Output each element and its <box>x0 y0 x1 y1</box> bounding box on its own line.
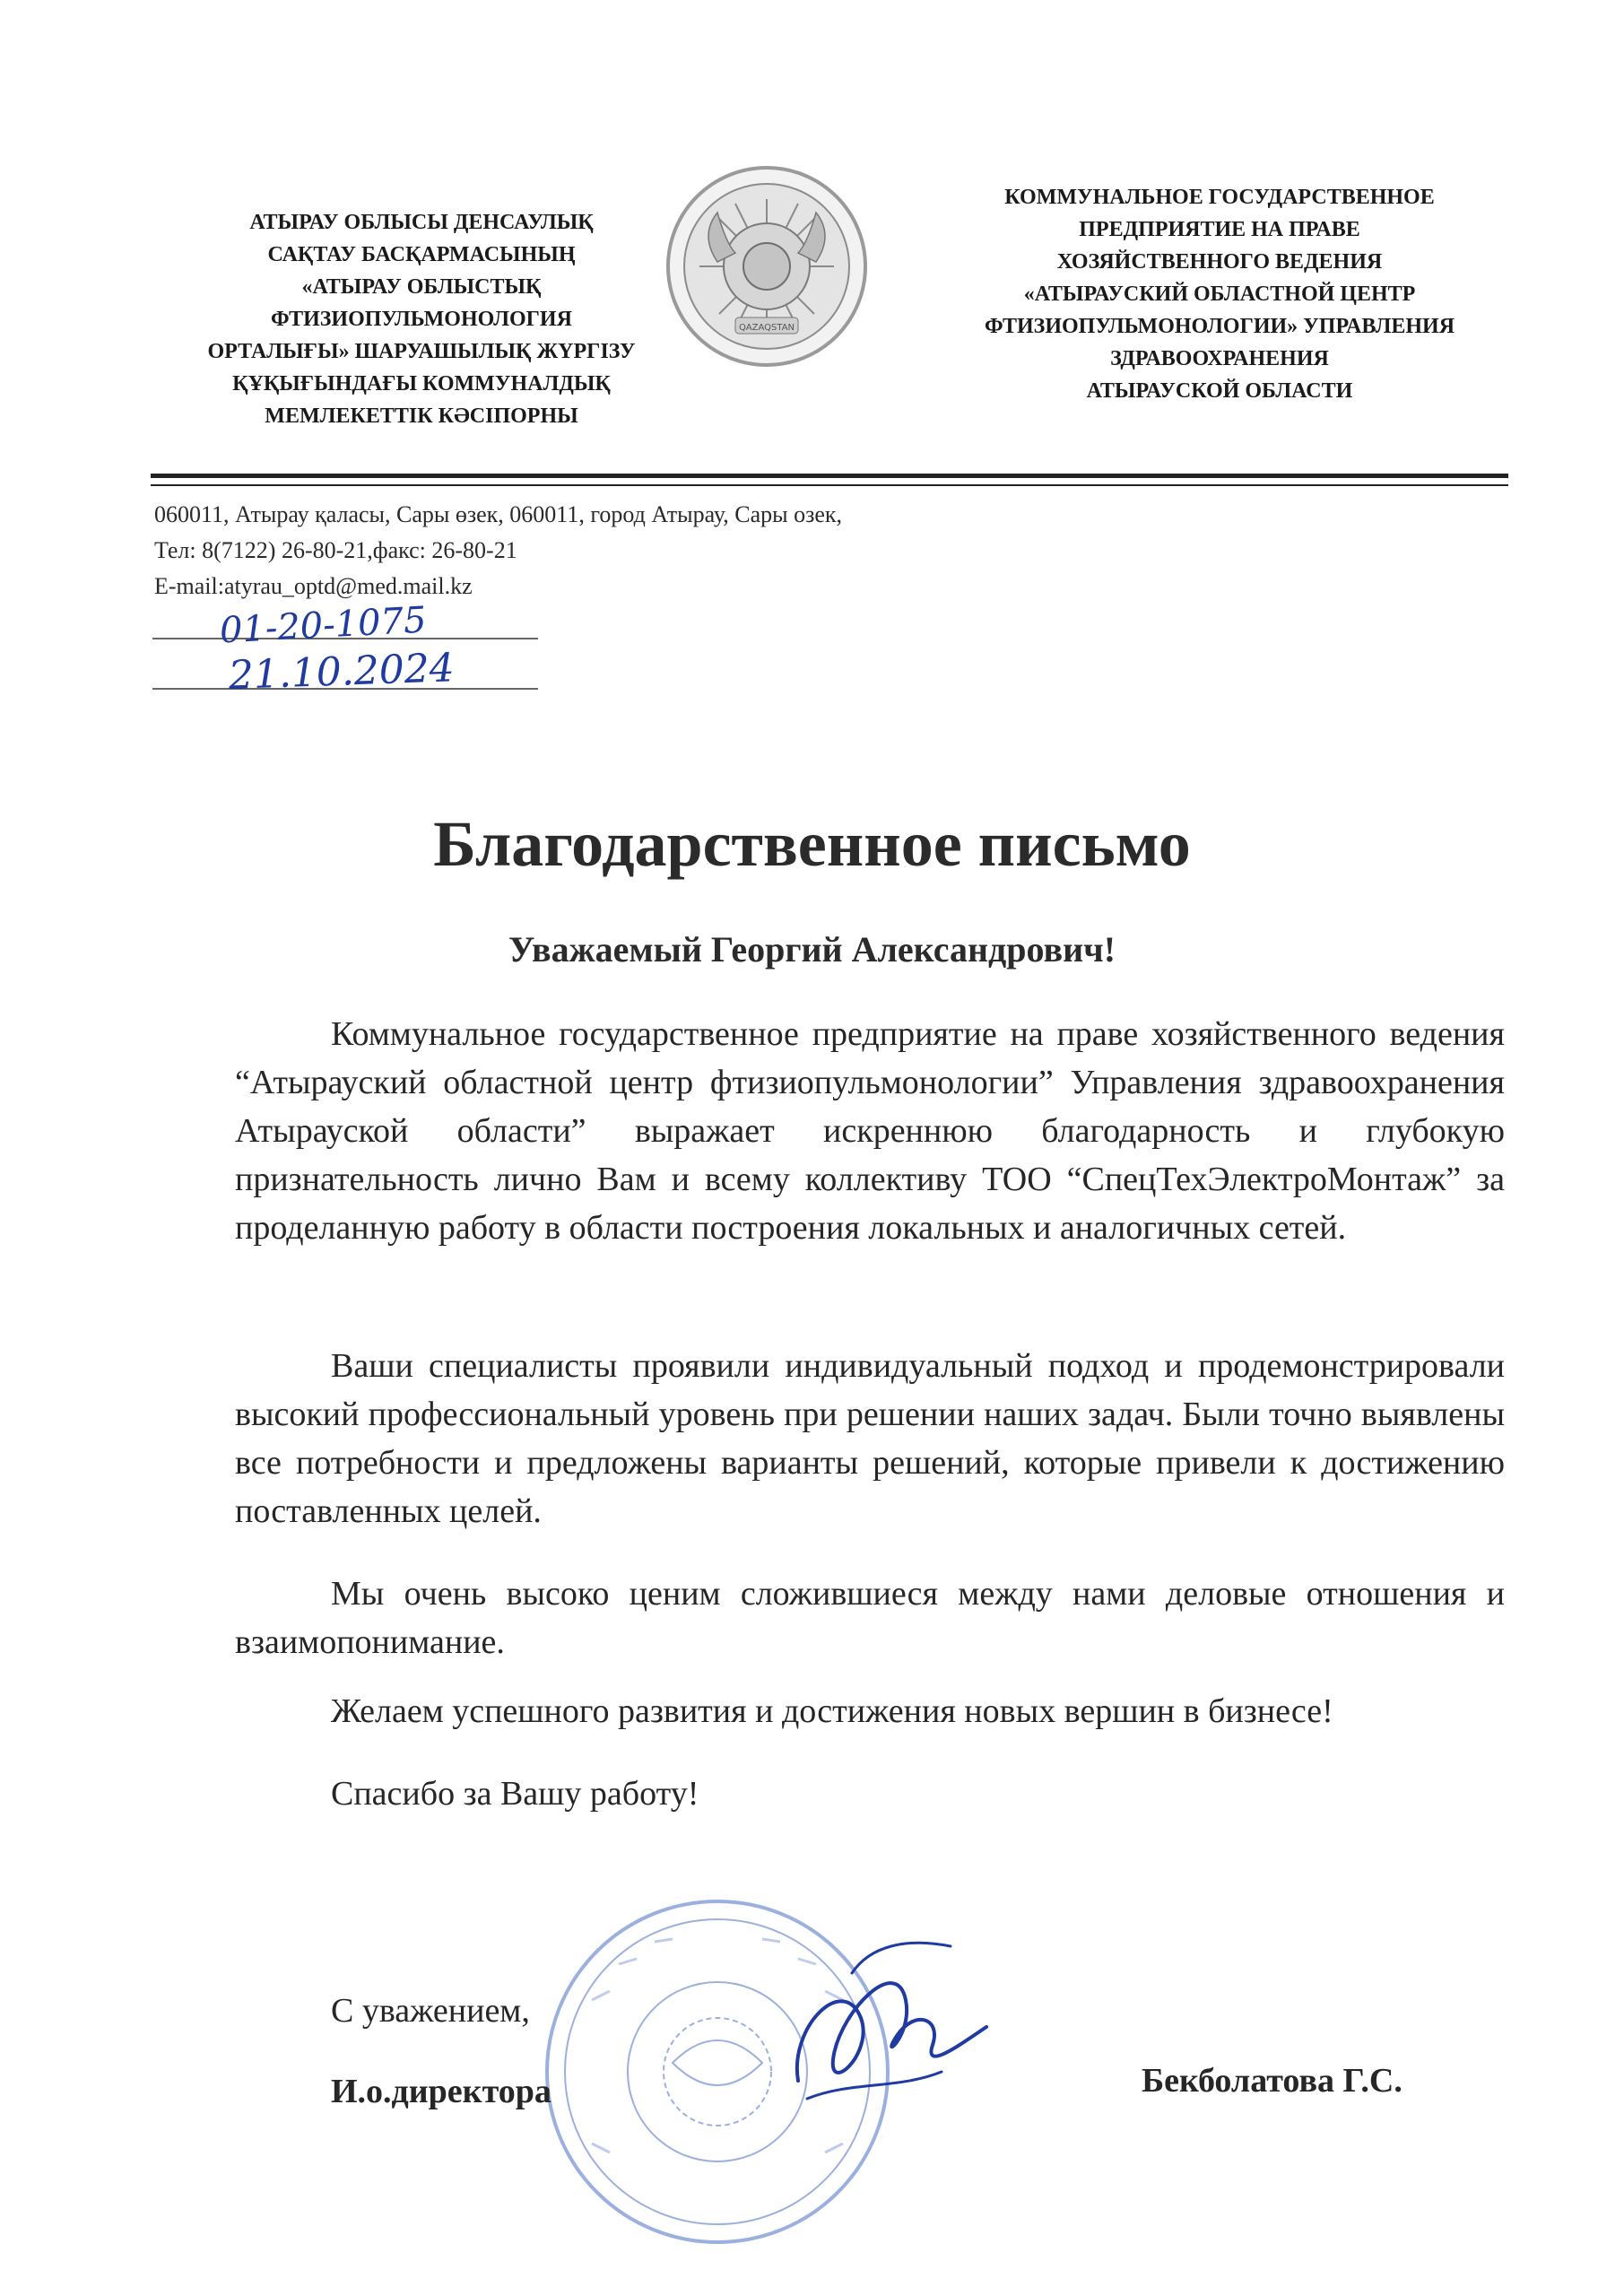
header-ru <box>915 181 1524 407</box>
state-emblem-icon <box>664 163 870 370</box>
header-kz <box>152 206 690 432</box>
letter-greeting: Уважаемый Георгий Александрович! <box>508 929 1116 970</box>
handwritten-date: 21.10.2024 <box>227 645 456 700</box>
closing-line: С уважением, <box>331 1992 530 2030</box>
header-ru-line: ЗДРАВООХРАНЕНИЯ <box>1110 347 1329 370</box>
contact-phone: Тел: 8(7122) 26-80-21,факс: 26-80-21 <box>154 537 517 563</box>
signature-icon <box>771 1919 1004 2152</box>
header-ru-line: ПРЕДПРИЯТИЕ НА ПРАВЕ <box>1079 218 1360 241</box>
header-ru-line: КОММУНАЛЬНОЕ ГОСУДАРСТВЕННОЕ <box>1004 186 1435 209</box>
emblem-label: QAZAQSTAN <box>738 323 795 333</box>
thanks-line: Спасибо за Вашу работу! <box>331 1775 699 1813</box>
header-kz-line: АТЫРАУ ОБЛЫСЫ ДЕНСАУЛЫҚ <box>249 211 594 234</box>
paragraph-1: Коммунальное государственное предприятие на праве хозяйственного ведения “Атырауский областной центр фтизиопульмонологии” Управления здравоохранения Атырауской области” выражает искреннюю благодарность и глубокую признательность лично Вам и всему коллективу ТОО “СпецТехЭлектроМонтаж” за проделанную работу в области построения локальных и аналогичных сетей. <box>235 1015 1505 1247</box>
header-ru-line: «АТЫРАУСКИЙ ОБЛАСТНОЙ ЦЕНТР <box>1023 283 1416 306</box>
handwritten-ref <box>152 592 538 700</box>
paragraph-2: Ваши специалисты проявили индивидуальный подход и продемонстрировали высокий профессиональный уровень при решении наших задач. Были точно выявлены все потребности и предложены варианты решений, которые привели к достижению поставленных целей. <box>235 1347 1505 1530</box>
header-rule-thick <box>151 474 1508 478</box>
contact-email: E-mail:atyrau_optd@med.mail.kz <box>154 573 473 599</box>
header-kz-line: ҚҰҚЫҒЫНДАҒЫ КОММУНАЛДЫҚ <box>232 372 611 396</box>
signer-name: Бекболатова Г.С. <box>1142 2062 1403 2100</box>
header-kz-line: «АТЫРАУ ОБЛЫСТЫҚ <box>301 275 542 299</box>
header-rule-thin <box>151 484 1508 486</box>
signer-position: И.о.директора <box>331 2073 551 2110</box>
contact-address: 060011, Атырау қаласы, Сары өзек, 060011, город Атырау, Сары озек, <box>154 501 843 527</box>
handwritten-ref-number: 01-20-1075 <box>218 599 428 652</box>
header-kz-line: МЕМЛЕКЕТТІК КӘСІПОРНЫ <box>265 404 578 428</box>
letter-title: Благодарственное письмо <box>433 808 1191 880</box>
paragraph-3: Мы очень высоко ценим сложившиеся между нами деловые отношения и взаимопонимание. <box>235 1575 1505 1661</box>
header-ru-line: ФТИЗИОПУЛЬМОНОЛОГИИ» УПРАВЛЕНИЯ <box>984 315 1455 338</box>
header-kz-line: ОРТАЛЫҒЫ» ШАРУАШЫЛЫҚ ЖҮРГІЗУ <box>207 340 636 363</box>
wish-line: Желаем успешного развития и достижения новых вершин в бизнесе! <box>331 1692 1333 1730</box>
header-kz-line: САҚТАУ БАСҚАРМАСЫНЫҢ <box>267 243 576 266</box>
header-kz-line: ФТИЗИОПУЛЬМОНОЛОГИЯ <box>271 308 572 331</box>
header-ru-line: ХОЗЯЙСТВЕННОГО ВЕДЕНИЯ <box>1056 250 1383 274</box>
header-ru-line: АТЫРАУСКОЙ ОБЛАСТИ <box>1086 379 1353 403</box>
